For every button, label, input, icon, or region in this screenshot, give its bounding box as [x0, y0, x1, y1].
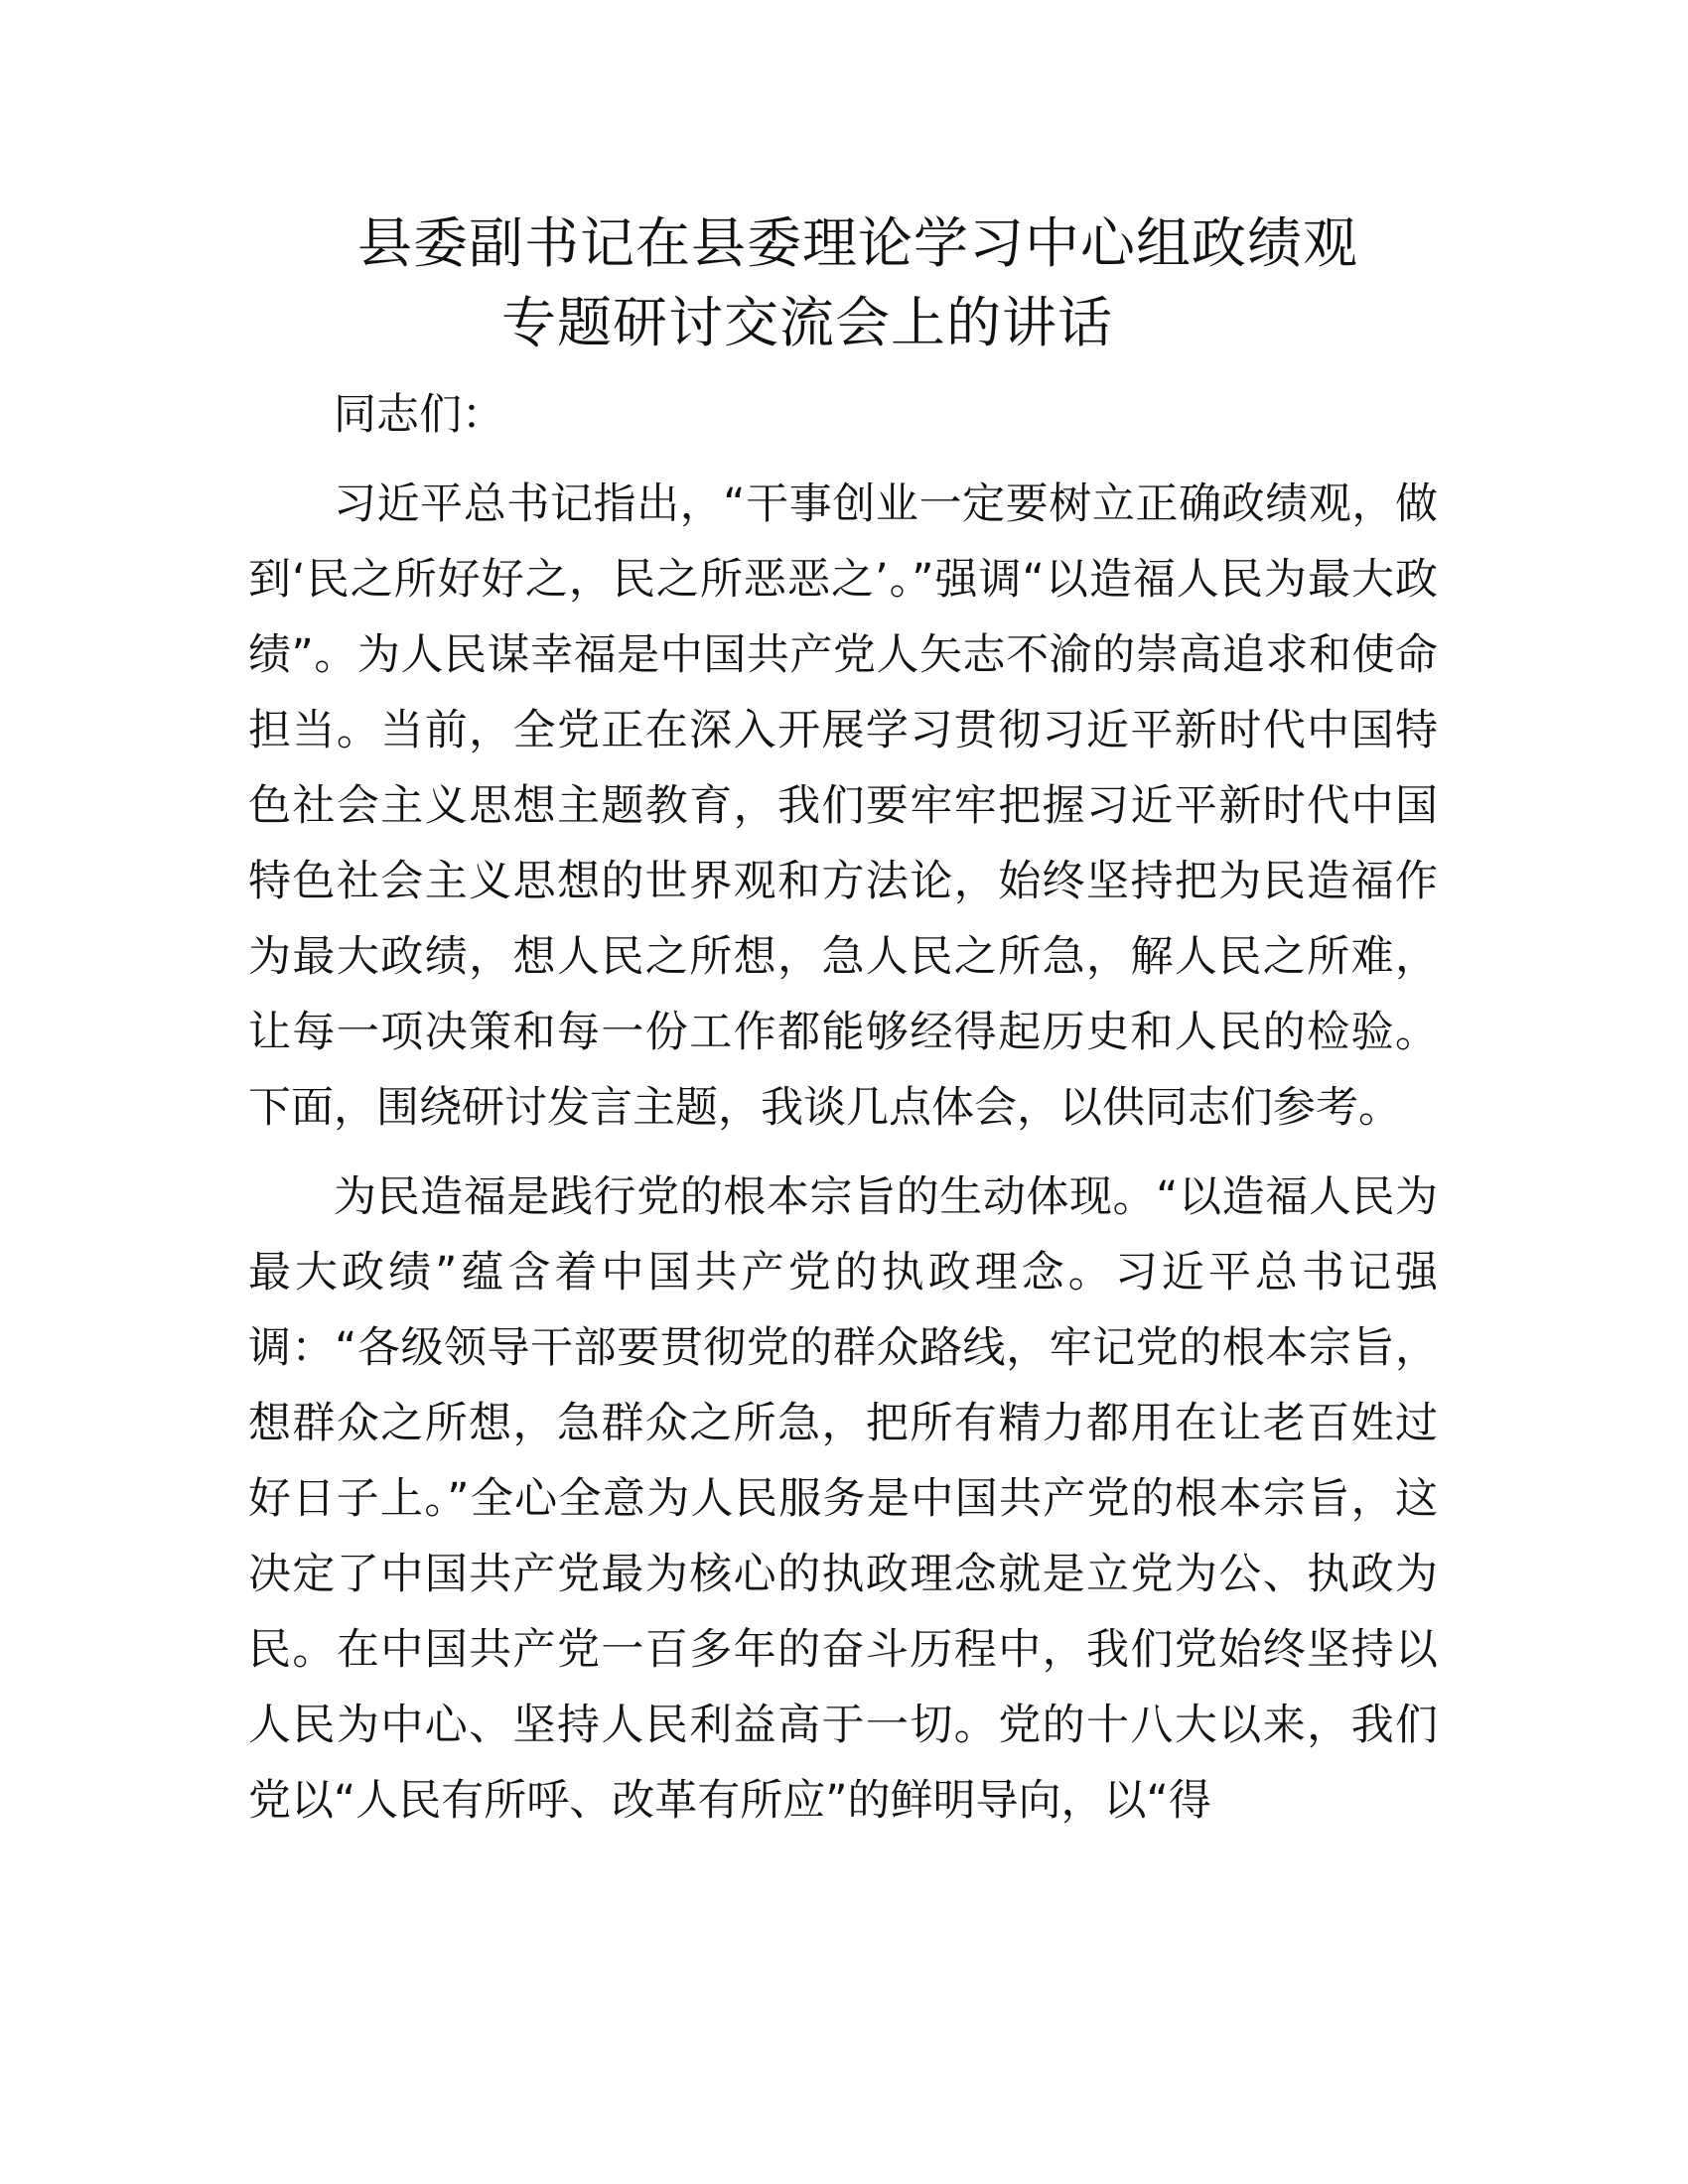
document-title	[357, 204, 1450, 362]
document-body	[248, 377, 1438, 1852]
paragraph-1: 习近平总书记指出，“干事创业一定要树立正确政绩观，做到‘民之所好好之，民之所恶恶之’。”强调“以造福人民为最大政绩”。为人民谋幸福是中国共产党人矢志不渝的崇高追求和使命担当。当前，全党正在深入开展学习贯彻习近平新时代中国特色社会主义思想主题教育，我们要牢牢把握习近平新时代中国特色社会主义思想的世界观和方法论，始终坚持把为民造福作为最大政绩，想人民之所想，急人民之所急，解人民之所难，让每一项决策和每一份工作都能够经得起历史和人民的检验。下面，围绕研讨发言主题，我谈几点体会，以供同志们参考。	[248, 479, 1438, 1133]
salutation: 同志们：	[334, 390, 504, 440]
document-title-line-1: 县委副书记在县委理论学习中心组政绩观	[357, 211, 1359, 275]
paragraph-2: 为民造福是践行党的根本宗旨的生动体现。“以造福人民为最大政绩”蕴含着中国共产党的执政理念。习近平总书记强调：“各级领导干部要贯彻党的群众路线，牢记党的根本宗旨，想群众之所想，急群众之所急，把所有精力都用在让老百姓过好日子上。”全心全意为人民服务是中国共产党的根本宗旨，这决定了中国共产党最为核心的执政理念就是立党为公、执政为民。在中国共产党一百多年的奋斗历程中，我们党始终坚持以人民为中心、坚持人民利益高于一切。党的十八大以来，我们党以“人民有所呼、改革有所应”的鲜明导向，以“得	[248, 1172, 1438, 1826]
document-title-line-2: 专题研讨交流会上的讲话	[501, 291, 1114, 354]
